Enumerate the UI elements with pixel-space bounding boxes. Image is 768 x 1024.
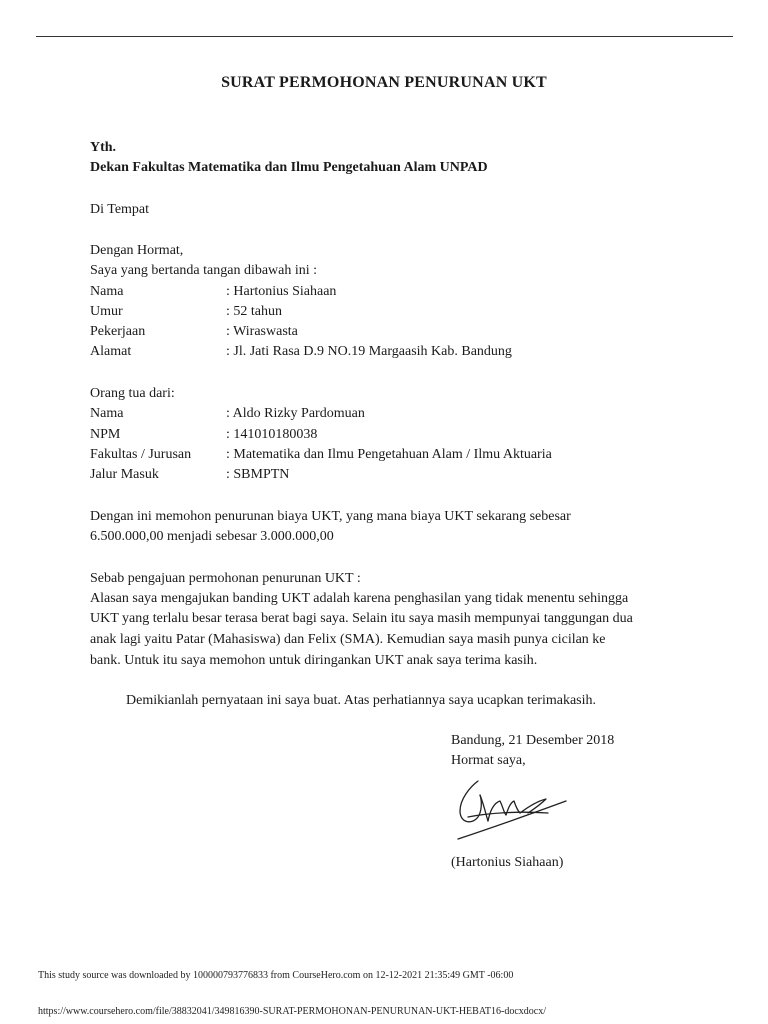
greeting: Dengan Hormat, (90, 243, 184, 258)
closing-statement: Demikianlah pernyataan ini saya buat. Atas perhatiannya saya ucapkan terimakasih. (126, 693, 596, 708)
field-label: Alamat (90, 344, 132, 359)
field-label: Fakultas / Jurusan (90, 447, 192, 462)
intro-text: Saya yang bertanda tangan dibawah ini : (90, 263, 318, 278)
recipient-salutation: Yth. (90, 140, 117, 155)
request-line-1: Dengan ini memohon penurunan biaya UKT, yang mana biaya UKT sekarang sebesar (90, 509, 571, 524)
download-notice: This study source was downloaded by 100000793776833 from CourseHero.com on 12-12-2021 21:35:49 GMT -06:00 (38, 970, 514, 981)
field-value: : SBMPTN (226, 467, 290, 482)
field-value: : Aldo Rizky Pardomuan (226, 406, 365, 421)
regards: Hormat saya, (451, 753, 526, 768)
field-label: Nama (90, 406, 124, 421)
field-value: : 52 tahun (226, 304, 282, 319)
field-value: : 141010180038 (226, 427, 318, 442)
document-title: SURAT PERMOHONAN PENURUNAN UKT (221, 74, 547, 91)
reason-line-1: Alasan saya mengajukan banding UKT adalah karena penghasilan yang tidak menentu sehingga (90, 591, 629, 606)
reason-line-4: bank. Untuk itu saya memohon untuk diringankan UKT anak saya terima kasih. (90, 653, 538, 668)
field-label: Nama (90, 284, 124, 299)
applicant-row-age (90, 302, 282, 322)
applicant-row-occupation (90, 322, 298, 342)
field-value: : Jl. Jati Rasa D.9 NO.19 Margaasih Kab. Bandung (226, 344, 512, 359)
field-value: : Wiraswasta (226, 324, 298, 339)
student-row-npm (90, 425, 317, 445)
field-label: Umur (90, 304, 123, 319)
applicant-row-address (90, 342, 512, 362)
field-label: Pekerjaan (90, 324, 146, 339)
signer-name: (Hartonius Siahaan) (451, 855, 564, 870)
student-row-admission (90, 465, 289, 485)
field-value: : Matematika dan Ilmu Pengetahuan Alam / Ilmu Aktuaria (226, 447, 552, 462)
field-label: NPM (90, 427, 121, 442)
top-divider (36, 36, 733, 37)
recipient-name: Dekan Fakultas Matematika dan Ilmu Pengetahuan Alam UNPAD (90, 160, 488, 175)
student-intro: Orang tua dari: (90, 386, 175, 401)
place-date: Bandung, 21 Desember 2018 (451, 733, 615, 748)
field-value: : Hartonius Siahaan (226, 284, 337, 299)
recipient-place: Di Tempat (90, 202, 150, 217)
applicant-row-name (90, 282, 336, 302)
reason-line-2: UKT yang terlalu besar terasa berat bagi saya. Selain itu saya masih mempunyai tanggungan dua (90, 611, 633, 626)
reason-intro: Sebab pengajuan permohonan penurunan UKT : (90, 571, 361, 586)
request-line-2: 6.500.000,00 menjadi sebesar 3.000.000,00 (90, 529, 334, 544)
source-url-link[interactable]: https://www.coursehero.com/file/38832041/349816390-SURAT-PERMOHONAN-PENURUNAN-UKT-HEBAT16-docxdocx/ (38, 1006, 547, 1017)
student-row-faculty (90, 445, 552, 465)
student-row-name (90, 404, 365, 424)
reason-line-3: anak lagi yaitu Patar (Mahasiswa) dan Felix (SMA). Kemudian saya masih punya cicilan ke (90, 632, 606, 647)
signature-image (448, 773, 588, 848)
field-label: Jalur Masuk (90, 467, 159, 482)
